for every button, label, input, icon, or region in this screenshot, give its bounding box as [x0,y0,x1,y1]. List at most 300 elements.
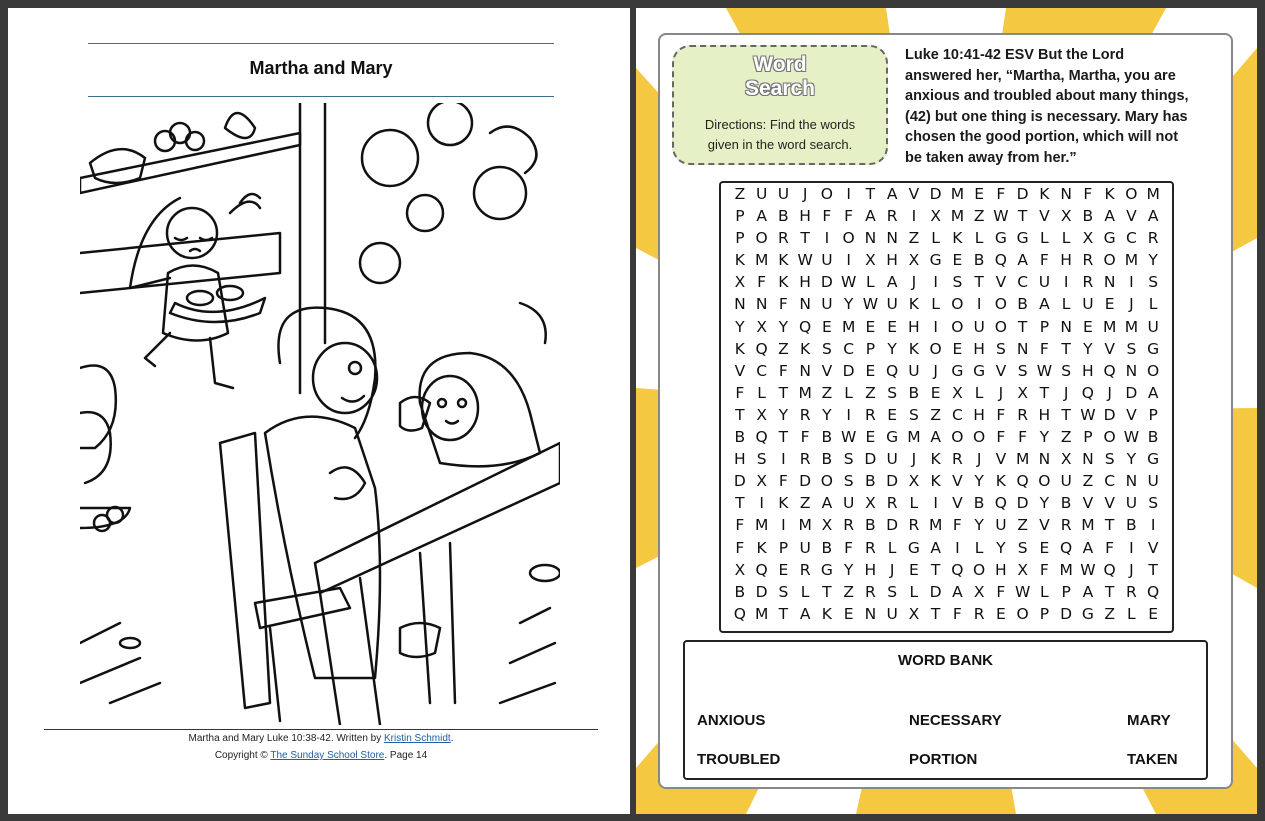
grid-row [721,426,1172,448]
grid-letter: Z [973,207,985,226]
grid-letter: S [843,450,854,469]
grid-letter: I [781,516,786,535]
grid-letter: X [865,494,876,513]
grid-letter: Q [951,560,964,579]
grid-letter: V [995,450,1007,469]
grid-letter: S [778,582,789,601]
grid-letter: K [800,339,811,358]
grid-letter: I [781,450,786,469]
grid-row [721,581,1172,603]
grid-letter: D [755,582,768,601]
grid-letter: M [907,428,921,447]
grid-letter: E [887,317,898,336]
grid-letter: O [1103,251,1116,270]
grid-letter: W [1123,428,1140,447]
grid-letter: I [955,538,960,557]
word-search-badge [672,45,888,165]
grid-letter: N [864,604,877,623]
grid-letter: I [759,494,764,513]
grid-letter: Q [1103,560,1116,579]
grid-letter: N [1038,450,1051,469]
grid-letter: P [778,538,789,557]
grid-letter: Z [734,185,746,203]
grid-letter: V [734,361,746,380]
grid-letter: U [886,295,898,314]
grid-letter: E [952,339,963,358]
letter-grid [719,181,1174,633]
word-bank-title: WORD BANK [898,652,993,669]
grid-letter: X [734,560,746,579]
grid-letter: A [821,494,833,513]
grid-letter: U [908,361,920,380]
grid-letter: W [993,207,1009,226]
grid-letter: C [756,361,768,380]
grid-letter: D [842,361,855,380]
grid-letter: E [930,383,941,402]
grid-letter: K [778,494,789,513]
grid-letter: G [1147,339,1160,358]
grid-letter: O [1016,604,1029,623]
grid-letter: H [799,273,811,292]
grid-letter: U [777,185,790,203]
grid-letter: M [754,251,769,270]
grid-letter: M [1102,317,1117,336]
grid-letter: P [1039,317,1050,336]
grid-letter: E [1148,604,1159,623]
grid-letter: T [1148,560,1158,579]
grid-letter: U [973,317,985,336]
grid-letter: T [974,273,984,292]
grid-letter: I [911,207,917,226]
grid-letter: Q [755,428,768,447]
grid-letter: I [933,494,938,513]
grid-row [721,183,1172,205]
store-link[interactable]: The Sunday School Store [270,750,385,761]
grid-letter: A [1039,295,1050,314]
grid-letter: O [929,339,942,358]
word-bank-item: NECESSARY [909,712,1002,729]
grid-letter: E [908,560,919,579]
grid-letter: D [1060,604,1073,623]
grid-letter: Q [755,339,768,358]
grid-letter: T [778,383,789,402]
grid-letter: Z [1082,472,1094,491]
grid-letter: V [1082,494,1094,513]
grid-row [721,293,1172,315]
grid-letter: K [1039,185,1050,203]
grid-letter: Z [908,229,920,248]
grid-letter: Q [994,494,1007,513]
grid-letter: I [846,405,851,424]
grid-letter: V [952,472,963,491]
grid-row [721,492,1172,514]
grid-letter: D [929,582,942,601]
grid-row [721,360,1172,382]
grid-letter: J [1063,383,1069,402]
grid-letter: F [996,405,1006,424]
grid-letter: G [1016,229,1029,248]
title-rule [88,96,554,97]
grid-letter: M [798,516,812,535]
grid-letter: Q [733,604,746,623]
grid-letter: N [1082,450,1094,469]
grid-letter: F [778,361,788,380]
grid-letter: F [996,428,1006,447]
grid-row [721,205,1172,227]
grid-letter: M [1081,516,1095,535]
grid-letter: O [1038,472,1051,491]
grid-letter: P [1148,405,1158,424]
grid-letter: D [733,472,746,491]
grid-letter: B [1082,207,1094,226]
grid-letter: X [756,317,767,336]
grid-letter: K [734,339,745,358]
grid-letter: Z [1104,604,1115,623]
grid-letter: V [1104,339,1115,358]
grid-letter: U [755,185,768,203]
grid-row [721,404,1172,426]
grid-letter: J [976,450,982,469]
grid-letter: R [1147,229,1159,248]
grid-letter: V [1126,207,1137,226]
word-search-page [636,8,1257,814]
title-line: Word [753,53,807,76]
grid-row [721,448,1172,470]
verse-line: anxious and troubled about many things, [905,88,1189,105]
grid-letter: I [1150,516,1156,535]
grid-letter: Y [778,405,789,424]
grid-letter: A [756,207,767,226]
grid-letter: D [886,516,899,535]
grid-letter: T [1104,582,1115,601]
grid-letter: U [886,450,898,469]
grid-letter: Q [1103,361,1116,380]
grid-letter: L [909,582,919,601]
grid-letter: Y [735,317,745,336]
grid-letter: N [1125,472,1138,491]
grid-letter: U [842,494,855,513]
grid-letter: L [974,538,984,557]
word-search-title [674,53,886,101]
grid-letter: G [929,251,942,270]
grid-letter: F [1039,251,1049,270]
grid-letter: S [756,450,767,469]
word-bank-item: TAKEN [1127,751,1178,768]
word-bank-item: MARY [1127,712,1171,729]
grid-letter: L [931,229,940,248]
grid-letter: L [1040,582,1049,601]
grid-letter: S [843,472,854,491]
grid-letter: A [886,273,898,292]
grid-letter: N [1016,339,1029,358]
grid-letter: U [799,538,811,557]
grid-letter: A [886,185,898,203]
grid-letter: E [974,185,985,203]
grid-row [721,470,1172,492]
grid-letter: K [778,273,789,292]
grid-letter: H [908,317,920,336]
grid-letter: Z [799,494,811,513]
grid-letter: X [1060,450,1072,469]
grid-letter: A [952,582,963,601]
grid-letter: G [1103,229,1116,248]
grid-letter: E [865,428,876,447]
grid-letter: L [974,229,984,248]
grid-letter: B [821,538,833,557]
footer-rule [44,729,598,730]
grid-row [721,227,1172,249]
grid-letter: R [799,405,811,424]
coloring-page [8,8,630,814]
grid-letter: O [973,560,986,579]
grid-letter: Y [843,560,854,579]
grid-letter: A [865,207,876,226]
grid-row [721,382,1172,404]
grid-letter: N [755,295,768,314]
grid-letter: H [995,560,1007,579]
grid-letter: O [1103,428,1116,447]
grid-letter: D [1125,383,1138,402]
grid-letter: N [886,229,898,248]
grid-letter: X [952,383,963,402]
grid-letter: A [1147,383,1159,402]
caption-line-2 [44,750,598,761]
word-bank-item: TROUBLED [697,751,781,768]
grid-letter: T [778,604,789,623]
grid-letter: W [1080,560,1096,579]
grid-letter: F [1039,339,1049,358]
grid-letter: X [821,516,833,535]
grid-letter: E [887,405,898,424]
verse-line: (42) but one thing is necessary. Mary has [905,108,1188,125]
grid-letter: X [930,207,941,226]
verse-line: answered her, “Martha, Martha, you are [905,67,1176,84]
grid-letter: N [799,295,811,314]
grid-letter: V [952,494,963,513]
grid-letter: L [866,273,875,292]
grid-letter: A [1104,207,1115,226]
grid-row [721,603,1172,625]
grid-letter: J [911,450,917,469]
grid-letter: A [1082,538,1094,557]
grid-letter: B [734,428,746,447]
grid-letter: K [908,339,919,358]
grid-letter: L [909,494,919,513]
grid-letter: X [973,582,985,601]
grid-letter: Q [994,251,1007,270]
grid-letter: C [843,339,855,358]
grid-letter: H [864,560,877,579]
grid-letter: V [1147,538,1159,557]
grid-letter: R [799,450,811,469]
grid-letter: M [754,516,769,535]
grid-letter: R [777,229,789,248]
grid-letter: K [930,472,941,491]
grid-letter: K [908,295,919,314]
grid-letter: I [824,229,830,248]
grid-letter: B [1126,516,1137,535]
grid-letter: R [951,450,963,469]
caption-line-1 [44,733,598,744]
grid-letter: L [800,582,810,601]
grid-letter: Y [843,295,854,314]
grid-letter: S [821,339,832,358]
grid-letter: C [1125,229,1137,248]
grid-letter: L [1061,229,1071,248]
martha-mary-illustration [80,103,560,725]
grid-letter: O [842,229,855,248]
verse-line: be taken away from her.” [905,149,1077,166]
bible-verse [905,45,1231,169]
grid-letter: Q [1016,472,1029,491]
grid-letter: B [973,494,985,513]
grid-letter: K [756,538,767,557]
grid-letter: D [820,273,833,292]
grid-letter: M [798,383,812,402]
grid-letter: F [778,472,788,491]
grid-letter: B [734,582,746,601]
grid-letter: Y [778,317,789,336]
grid-letter: L [1040,229,1049,248]
grid-letter: X [1017,383,1028,402]
grid-letter: B [1017,295,1028,314]
caption-text: Martha and Mary Luke 10:38-42. Written by [188,733,384,744]
grid-letter: Y [1039,494,1050,513]
grid-letter: E [865,317,876,336]
grid-letter: A [1017,251,1028,270]
directions [684,115,876,155]
grid-letter: V [1126,405,1137,424]
grid-letter: X [734,273,746,292]
grid-letter: R [1125,582,1137,601]
grid-row [721,271,1172,293]
grid-letter: I [1063,273,1069,292]
grid-letter: K [952,229,963,248]
grid-letter: R [843,516,855,535]
grid-letter: D [1103,405,1116,424]
grid-letter: H [799,207,811,226]
grid-letter: T [822,582,832,601]
grid-letter: U [1060,472,1072,491]
grid-letter: T [778,428,789,447]
grid-letter: A [1147,207,1159,226]
grid-letter: M [1015,450,1030,469]
grid-letter: C [1017,273,1029,292]
grid-letter: E [1039,538,1050,557]
grid-letter: F [1039,560,1049,579]
grid-letter: U [1125,494,1138,513]
grid-letter: F [757,273,767,292]
grid-row [721,559,1172,581]
grid-letter: W [840,273,857,292]
grid-letter: J [1129,295,1134,314]
grid-letter: W [1080,405,1096,424]
grid-letter: E [865,361,876,380]
grid-letter: U [886,604,898,623]
grid-letter: D [1016,494,1029,513]
grid-letter: M [754,604,769,623]
grid-letter: J [911,273,917,292]
grid-letter: M [841,317,856,336]
grid-letter: Q [1060,538,1073,557]
grid-letter: I [976,295,982,314]
grid-letter: T [865,185,876,203]
grid-letter: X [908,604,920,623]
grid-letter: R [1082,251,1094,270]
grid-letter: N [1125,361,1138,380]
grid-letter: D [886,472,899,491]
grid-letter: K [778,251,789,270]
grid-letter: N [799,361,811,380]
grid-letter: F [735,538,745,557]
grid-letter: A [930,428,941,447]
grid-letter: H [734,450,746,469]
grid-letter: O [755,229,768,248]
grid-row [721,514,1172,536]
grid-letter: H [973,405,985,424]
grid-letter: G [994,229,1007,248]
grid-letter: N [1060,317,1072,336]
grid-letter: R [864,538,876,557]
grid-letter: W [1014,582,1031,601]
grid-letter: V [1104,494,1115,513]
grid-letter: X [756,405,767,424]
grid-letter: L [974,383,984,402]
grid-letter: W [862,295,879,314]
grid-letter: F [1105,538,1115,557]
grid-letter: E [843,604,854,623]
grid-letter: O [951,317,964,336]
author-link[interactable]: Kristin Schmidt [384,733,451,744]
grid-letter: C [951,405,963,424]
grid-letter: V [995,361,1007,380]
grid-letter: A [799,604,811,623]
grid-letter: D [929,185,942,203]
grid-letter: G [973,361,986,380]
grid-letter: Y [887,339,897,358]
grid-letter: R [799,560,811,579]
grid-letter: L [1148,295,1158,314]
grid-letter: S [1061,361,1072,380]
grid-letter: S [887,383,898,402]
grid-letter: J [998,383,1004,402]
grid-letter: M [1124,317,1139,336]
grid-letter: U [995,516,1007,535]
grid-letter: I [1129,538,1134,557]
grid-letter: L [931,295,940,314]
grid-letter: J [802,185,808,203]
grid-letter: F [952,516,962,535]
grid-letter: H [886,251,898,270]
grid-letter: F [778,295,788,314]
grid-letter: O [994,295,1007,314]
grid-letter: S [1017,538,1028,557]
grid-letter: H [1082,361,1094,380]
grid-letter: B [1060,494,1072,513]
grid-letter: T [930,604,941,623]
grid-letter: O [1125,185,1138,203]
grid-letter: J [933,361,938,380]
grid-letter: Y [1039,428,1050,447]
grid-letter: V [821,361,833,380]
grid-letter: O [820,472,833,491]
grid-letter: K [734,251,745,270]
grid-letter: N [1103,273,1116,292]
grid-letter: P [1039,604,1050,623]
grid-letter: S [1148,494,1159,513]
grid-letter: D [799,472,812,491]
grid-letter: G [951,361,964,380]
